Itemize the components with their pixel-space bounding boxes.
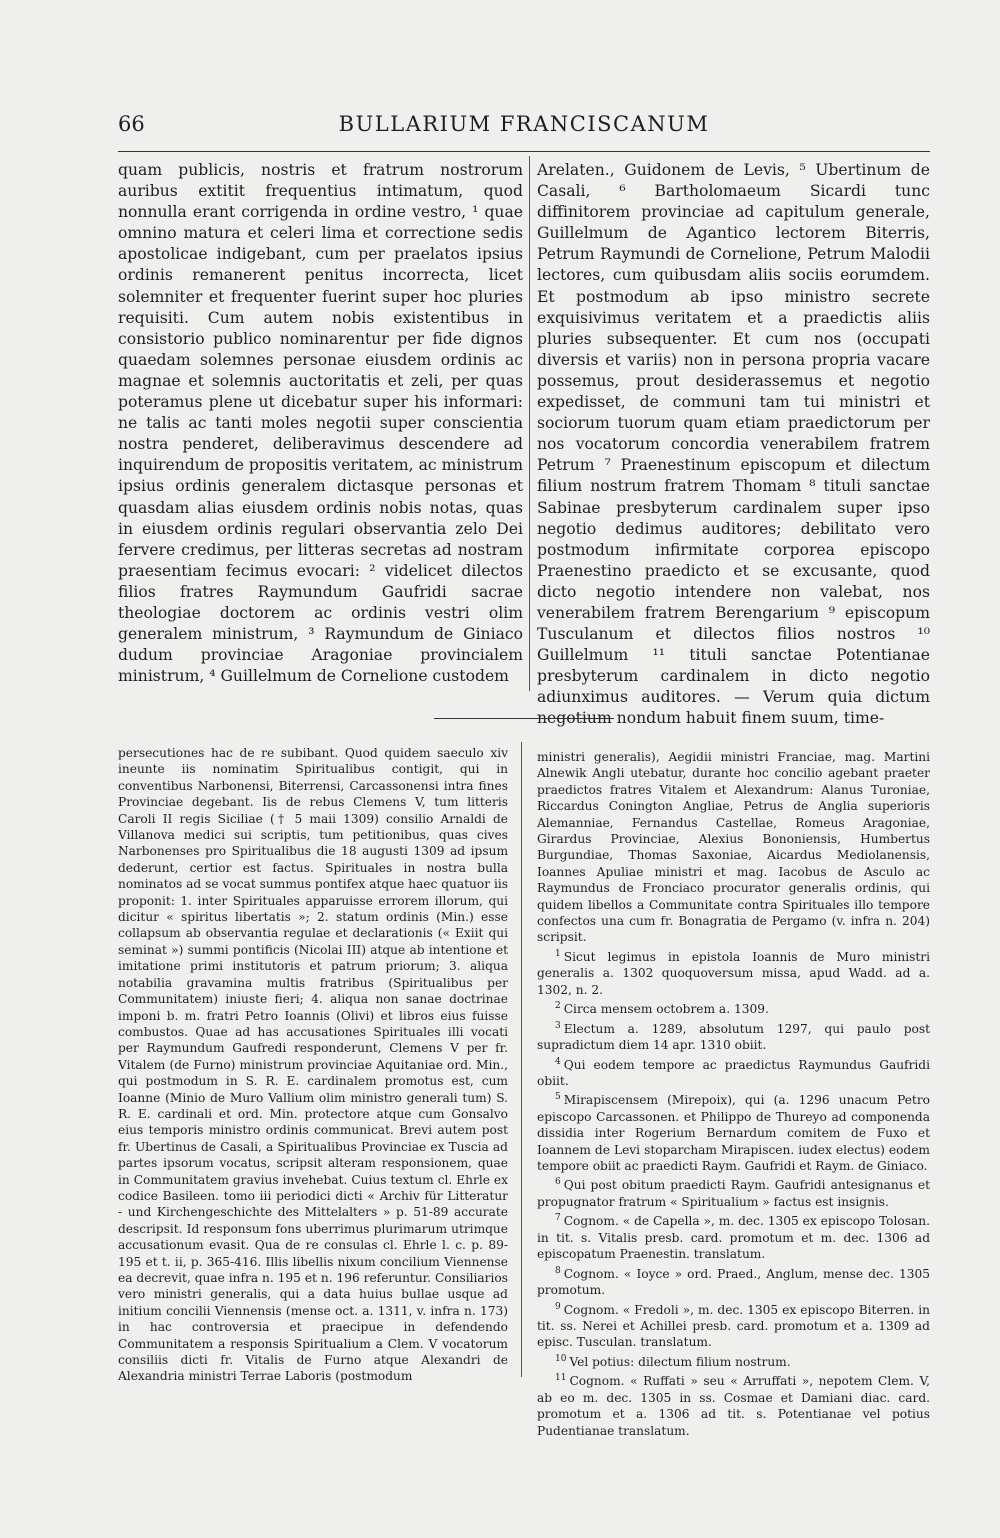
footnote-2: $^2$ Circa mensem octobrem a. 1309. — [555, 1001, 769, 1017]
running-title: BULLARIUM FRANCISCANUM — [338, 112, 710, 136]
main-text-right: Arelaten., Guidonem de Levis, ⁵ Ubertinum de Casali, ⁶ Bartholomaeum Sicardi tunc diffinitorem provinciae ad capitulum generale, Guillelmum de Agantico lectorem Biterris, Petrum Raymundi de Cornelione, Petrum Malodii lectores, cum quibusdam aliis sociis eorumdem. Et postmodum ab ipso ministro secrete exquisivimus veritatem et a praedictis aliis pluries subsequenter. Et cum nos (occupati diversis et variis) non in persona propria vacare possemus, prout desiderassemus et negotio expedisset, de communi tam tui ministri et sociorum tuorum quam etiam praedictorum per nos vocatorum concordia venerabilem fratrem Petrum ⁷ Praenestinum episcopum et dilectum filium nostrum fratrem Thomam ⁸ tituli sanctae Sabinae presbyterum cardinalem super ipso negotio dedimus auditores; debilitato vero postmodum infirmitate corporea episcopo Praenestino praedicto et se excusante, quod dicto negotio intendere non valebat, nos venerabilem fratrem Berengarium ⁹ episcopum Tusculanum et dilectos filios nostros ¹⁰ Guillelmum ¹¹ tituli sanctae Potentianae presbyterum cardinalem in dicto negotio adiunximus auditores. — Verum quia dictum negotium nondum habuit finem suum, time- — [537, 161, 930, 728]
page-number: 66 — [118, 112, 145, 136]
column-divider-top — [529, 156, 530, 691]
footnote-7: $^7$ Cognom. « de Capella », m. dec. 1305 ex episcopo Tolosan. in tit. s. Vitalis presb. card. promotum et m. dec. 1306 ad episcopatum Praenestin. translatum. — [537, 1213, 930, 1262]
header-rule — [118, 151, 930, 152]
footnote-left-column — [118, 745, 508, 1385]
footnote-4: $^4$ Qui eodem tempore ac praedictus Raymundus Gaufridi obiit. — [537, 1056, 930, 1088]
footnote-8: $^8$ Cognom. « Ioyce » ord. Praed., Anglum, mense dec. 1305 promotum. — [537, 1265, 930, 1298]
footnote-11: $^{11}$ Cognom. « Ruffati » seu « Arruffati », nepotem Clem. V, ab eo m. dec. 1305 in ss. Cosmae et Damiani diac. card. promotum et a. 1306 ad tit. s. Potentianae vel potius Pudentianae translatum. — [537, 1373, 930, 1438]
footnote-separator — [434, 718, 614, 719]
footnote-right-column — [537, 749, 930, 1439]
page-header — [118, 112, 930, 148]
footnote-5: $^5$ Mirapiscensem (Mirepoix), qui (a. 1296 unacum Petro episcopo Carcassonen. et Philippo de Thureyo ad componenda dissidia inter Rogerium Bernardum comitem de Fuxo et Ioannem de Levi stoparcham Mirapiscen. iudex electus) eodem tempore obiit ac praedicti Raym. Gaufridi et Raym. de Giniaco. — [537, 1092, 930, 1174]
column-divider-bottom — [521, 742, 522, 1377]
footnote-3: $^3$ Electum a. 1289, absolutum 1297, qui paulo post supradictum diem 14 apr. 1310 obiit. — [537, 1020, 930, 1053]
main-text-left: quam publicis, nostris et fratrum nostrorum auribus extitit frequentius intimatum, quod nonnulla erant corrigenda in ordine vestro, ¹ quae omnino matura et celeri lima et correctione sedis apostolicae indigebant, cum per praelatos ipsius ordinis remanerent penitus incorrecta, licet solemniter et frequenter fuerint super hoc pluries requisiti. Cum autem nobis existentibus in consistorio publico nominarentur per fide dignos quaedam solemnes personae eiusdem ordinis ac magnae et solemnis auctoritatis et zeli, per quas poteramus plene ut dicebatur super his informari: ne talis ac tanti moles negotii super conscientia nostra penderet, deliberavimus descendere ad inquirendum de propositis veritatem, ac ministrum ipsius ordinis generalem dictasque personas et quasdam alias eiusdem ordinis nobis notas, quas in eiusdem ordinis regulari observantia zelo Dei fervere credimus, per litteras secretas ad nostram praesentiam fecimus evocari: ² videlicet dilectos filios fratres Raymundum Gaufridi sacrae theologiae doctorem ac ordinis vestri olim generalem ministrum, ³ Raymundum de Giniaco dudum provinciae Aragoniae provincialem ministrum, ⁴ Guillelmum de Cornelione custodem — [118, 161, 523, 686]
main-text-right-column — [537, 160, 930, 730]
footnote-continuation: persecutiones hac de re subibant. Quod quidem saeculo xiv ineunte iis nominatim Spiritualibus contigit, qui in conventibus Narbonensi, Biterrensi, Carcassonensi intra fines Provinciae degebant. Iis de rebus Clemens V, tum litteris Caroli II regis Siciliae († 5 maii 1309) consilio Arnaldi de Villanova medici sui scriptis, tum petitionibus, quas cives Narbonenses pro Spiritualibus die 18 augusti 1309 ad ipsum dederunt, certior est factus. Spirituales in nostra bulla nominatos ad se vocat summus pontifex atque haec quatuor iis proponit: 1. inter Spirituales apparuisse errorem illorum, qui dicitur « spiritus libertatis »; 2. statum ordinis (Min.) esse collapsum ab observantia regulae et declarationis (« Exiit qui seminat ») summi pontificis (Nicolai III) atque ab intentione et imitatione primi institutoris et patrum priorum; 3. aliqua notabilia gravamina multis fratribus (Spiritualibus per Communitatem) iniuste fieri; 4. aliqua non sanae doctrinae imponi b. m. fratri Petro Ioannis (Olivi) et libros eius fuisse combustos. Quae ad has accusationes Spirituales illi vocati per Raymundum Gaufredi responderunt, Clemens V per fr. Vitalem (de Furno) ministrum provinciae Aquitaniae ord. Min., qui postmodum in S. R. E. cardinalem promotus est, cum Ioanne (Minio de Muro Vallium olim ministro generali tum) S. R. E. cardinali et ord. Min. protectore atque cum Gonsalvo eius temporis ministro ordinis communicat. Brevi autem post fr. Ubertinus de Casali, a Spiritualibus Provinciae ex Tuscia ad partes ipsorum vocatus, scripsit alteram responsionem, quae in Communitatem gravius invehebat. Cuius textum cl. Ehrle ex codice Basileen. tomo iii periodici dicti « Archiv für Litteratur - und Kirchengeschichte des Mittelalters » p. 51-89 accurate descripsit. Id responsum fons uberrimus plurimarum utrimque accusationum evasit. Qua de re consulas cl. Ehrle l. c. p. 89-195 et t. ii, p. 365-416. Illis libellis nixum concilium Viennense ea decrevit, quae infra n. 195 et n. 196 referuntur. Consiliarios vero ministri generalis, qui a data huius bullae usque ad initium concilii Viennensis (mense oct. a. 1311, v. infra n. 173) in hac controversia et praecipue in defendendo Communitatem a responsis Spiritualium a Clem. V vocatorum consiliis dicti fr. Vitalis de Furno atque Alexandri de Alexandria ministri Terrae Laboris (postmodum — [118, 746, 508, 1384]
footnote-6: $^6$ Qui post obitum praedicti Raym. Gaufridi antesignanus et propugnator fratrum « Spiritualium » factus est insignis. — [537, 1177, 930, 1209]
footnote-continuation-right: ministri generalis), Aegidii ministri Franciae, mag. Martini Alnewik Angli utebatur, durante hoc concilio agebant praeter praedictos fratres Vitalem et Alexandrum: Alanus Turoniae, Riccardus Conington Angliae, Petrus de Anglia superioris Alemanniae, Fernandus Castellae, Romeus Aragoniae, Girardus Provinciae, Alexius Bononiensis, Humbertus Burgundiae, Thomas Saxoniae, Aicardus Mediolanensis, Ioannes Apuliae ministri et mag. Iacobus de Asculo ac Raymundus de Fronciaco procurator generalis ordinis, qui quidem libellos a Communitate contra Spirituales illo tempore confectos una cum fr. Bonagratia de Pergamo (v. infra n. 204) scripsit. — [537, 750, 930, 945]
main-text-left-column — [118, 160, 523, 687]
footnote-1: $^1$ Sicut legimus in epistola Ioannis de Muro ministri generalis a. 1302 quoquoversum missa, apud Wadd. ad a. 1302, n. 2. — [537, 948, 930, 997]
footnote-10: $^{10}$ Vel potius: dilectum filium nostrum. — [555, 1353, 791, 1369]
footnote-9: $^9$ Cognom. « Fredoli », m. dec. 1305 ex episcopo Biterren. in tit. ss. Nerei et Achillei presb. card. promotum et a. 1309 ad episc. Tusculan. translatum. — [537, 1301, 930, 1350]
